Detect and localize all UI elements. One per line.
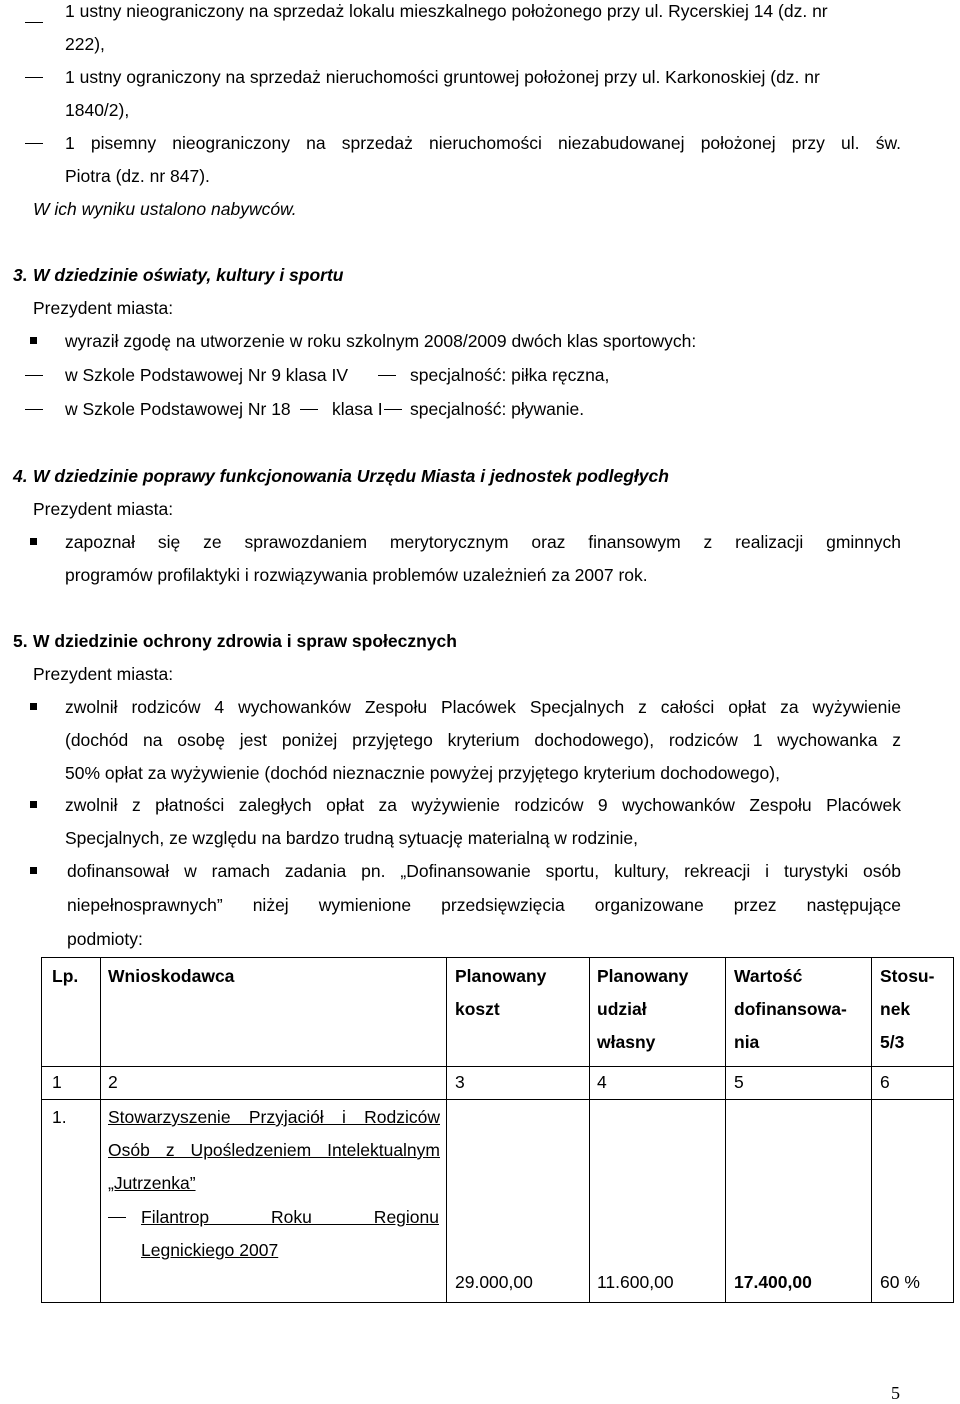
section-title: W dziedzinie ochrony zdrowia i spraw społecznych [33,631,457,651]
table-border [589,957,590,1303]
sub-item-text: w Szkole Podstawowej Nr 18 [65,399,291,419]
list-dash [300,409,318,410]
table-cell-event: Legnickiego 2007 [141,1240,279,1260]
table-header-stosunek: Stosu- [880,966,935,986]
sub-item-text: klasa I [332,399,383,419]
bullet-square [30,538,37,545]
page-number: 5 [891,1383,900,1403]
bullet-text: 50% opłat za wyżywienie (dochód nieznacznie powyżej przyjętego kryterium dochodowego), [65,763,780,783]
bullet-text: (dochód na osobę jest poniżej przyjętego kryterium dochodowego), rodziców 1 wychowanka z [65,730,901,750]
table-col-number: 1 [52,1072,62,1092]
table-header-koszt: Planowany [455,966,547,986]
table-header-koszt: koszt [455,999,500,1019]
list-dash [25,143,43,144]
list-dash [25,409,43,410]
table-header-lp: Lp. [52,966,79,986]
sub-item-text: specjalność: pływanie. [410,399,585,419]
bullet-text: dofinansował w ramach zadania pn. „Dofinansowanie sportu, kultury, rekreacji i turystyki osób [67,861,901,881]
table-cell-lp: 1. [52,1107,67,1127]
table-border [953,957,954,1303]
table-border [41,1302,954,1303]
bullet-text: zwolnił rodziców 4 wychowanków Zespołu Placówek Specjalnych z całości opłat za wyżywienie [65,697,901,717]
table-cell-event: Filantrop Roku Regionu [141,1207,439,1227]
table-header-wnioskodawca: Wnioskodawca [108,966,235,986]
bullet-square [30,801,37,808]
table-col-number: 2 [108,1072,118,1092]
table-border [100,957,101,1303]
table-header-wartosc: nia [734,1032,760,1052]
table-col-number: 6 [880,1072,890,1092]
table-header-stosunek: 5/3 [880,1032,905,1052]
list-dash [25,375,43,376]
section-title: W dziedzinie oświaty, kultury i sportu [33,265,344,285]
list-item-text: 1 pisemny nieograniczony na sprzedaż nieruchomości niezabudowanej położonej przy ul. św. [65,133,901,153]
list-item-text: 1840/2), [65,100,130,120]
list-item-text: 1 ustny ograniczony na sprzedaż nieruchomości gruntowej położonej przy ul. Karkonoskiej (dz. nr [65,67,820,87]
list-item-text: 1 ustny nieograniczony na sprzedaż lokalu mieszkalnego położonego przy ul. Rycerskiej 14 (dz. nr [65,1,828,21]
table-header-wartosc: Wartość [734,966,803,986]
list-dash [384,409,402,410]
bullet-text: zwolnił z płatności zaległych opłat za wyżywienie rodziców 9 wychowanków Zespołu Placówek [65,795,901,815]
table-border [41,1066,954,1067]
bullet-text: podmioty: [67,929,143,949]
list-dash [378,375,396,376]
bullet-text: Specjalnych, ze względu na bardzo trudną sytuację materialną w rodzinie, [65,828,638,848]
table-cell-applicant: „Jutrzenka” [108,1173,196,1193]
table-header-stosunek: nek [880,999,911,1019]
bullet-square [30,703,37,710]
list-item-text: 222), [65,34,105,54]
bullet-text: niepełnosprawnych” niżej wymienione przedsięwzięcia organizowane przez następujące [67,895,901,915]
table-cell-udzial: 11.600,00 [597,1272,674,1292]
table-cell-stosunek: 60 % [880,1272,920,1292]
bullet-text: programów profilaktyki i rozwiązywania problemów uzależnień za 2007 rok. [65,565,648,585]
table-border [41,957,42,1303]
table-header-udzial: własny [597,1032,656,1052]
president-label: Prezydent miasta: [33,499,174,519]
table-cell-koszt: 29.000,00 [455,1272,533,1292]
bullet-square [30,337,37,344]
list-item-text: Piotra (dz. nr 847). [65,166,210,186]
section-title: W dziedzinie poprawy funkcjonowania Urzędu Miasta i jednostek podległych [33,466,669,486]
table-cell-applicant: Stowarzyszenie Przyjaciół i Rodziców [108,1107,440,1127]
table-border [871,957,872,1303]
table-col-number: 5 [734,1072,744,1092]
table-border [446,957,447,1303]
table-border [41,1099,954,1100]
table-header-udzial: Planowany [597,966,689,986]
list-dash [25,22,43,23]
table-col-number: 4 [597,1072,607,1092]
section-number: 3. [13,265,28,285]
table-cell-applicant: Osób z Upośledzeniem Intelektualnym [108,1140,440,1160]
sub-item-text: specjalność: piłka ręczna, [410,365,610,385]
bullet-text: zapoznał się ze sprawozdaniem merytorycznym oraz finansowym z realizacji gminnych [65,532,901,552]
table-header-udzial: udział [597,999,647,1019]
bullet-square [30,867,37,874]
president-label: Prezydent miasta: [33,664,174,684]
section-number: 4. [13,466,28,486]
president-label: Prezydent miasta: [33,298,174,318]
table-header-wartosc: dofinansowa- [734,999,847,1019]
table-cell-wartosc: 17.400,00 [734,1272,812,1292]
sub-item-text: w Szkole Podstawowej Nr 9 klasa IV [65,365,349,385]
table-border [725,957,726,1303]
section-number: 5. [13,631,28,651]
result-note: W ich wyniku ustalono nabywców. [33,199,297,219]
table-col-number: 3 [455,1072,465,1092]
bullet-text: wyraził zgodę na utworzenie w roku szkolnym 2008/2009 dwóch klas sportowych: [65,331,697,351]
list-dash [108,1217,126,1218]
table-border [41,957,954,958]
list-dash [25,77,43,78]
